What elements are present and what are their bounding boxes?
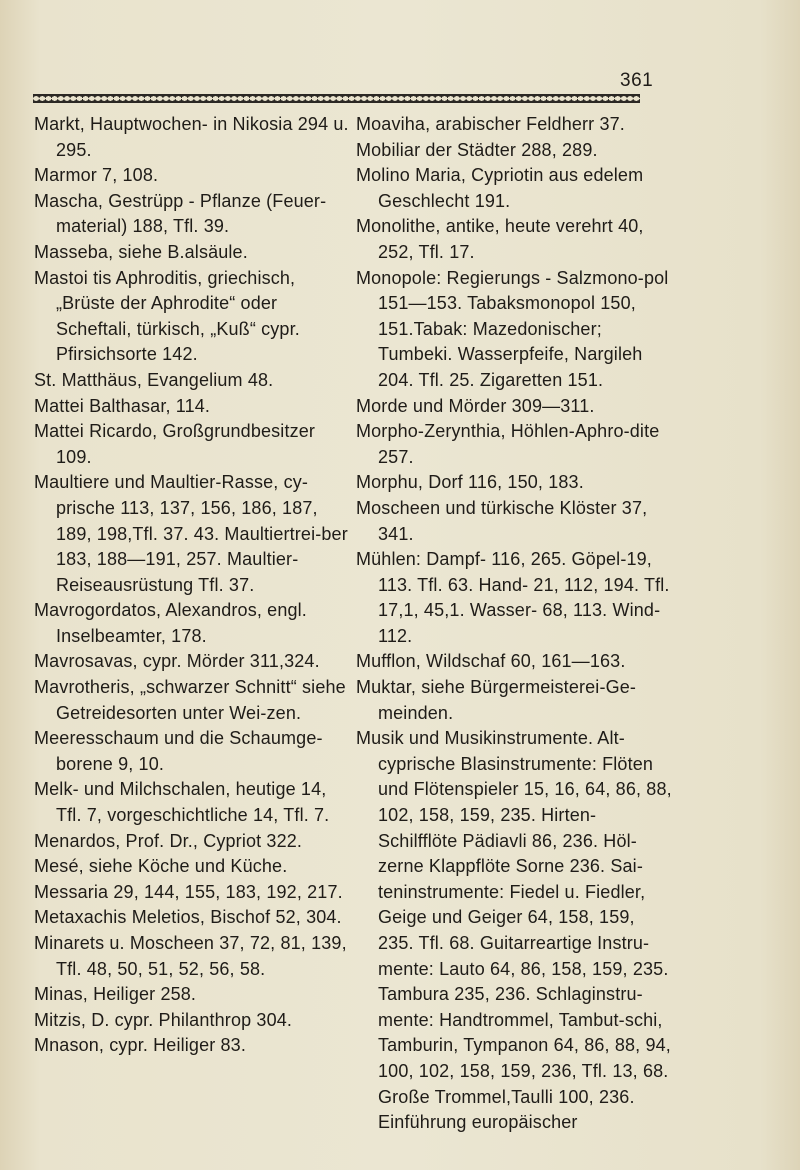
index-entry: Morpho-Zerynthia, Höhlen-Aphro-dite 257. [356,421,660,467]
index-entry: Moaviha, arabischer Feldherr 37. [356,114,625,134]
index-entry: Mascha, Gestrüpp - Pflanze (Feuer-material) 188, Tfl. 39. [34,190,327,237]
index-entry: Mnason, cypr. Heiliger 83. [34,1035,246,1056]
index-entry: Messaria 29, 144, 155, 183, 192, 217. [34,881,343,902]
index-entry: Marmor 7, 108. [34,165,159,186]
index-entry: Menardos, Prof. Dr., Cypriot 322. [34,830,303,851]
index-entry: Masseba, siehe B.alsäule. [34,241,248,262]
page-number: 361 [620,70,654,91]
index-entry: Mufflon, Wildschaf 60, 161—163. [356,651,626,672]
index-entry: Mavrogordatos, Alexandros, engl. Inselbeamter, 178. [34,600,307,646]
index-entry: Mastoi tis Aphroditis, griechisch, „Brüste der Aphrodite“ oder Scheftali, türkisch, „Kuß“ cypr. Pfirsichsorte 142. [34,267,300,365]
index-entry: Monopole: Regierungs - Salzmono-pol 151—153. Tabaksmonopol 150, 151.Tabak: Mazedonischer; Tumbeki. Wasserpfeife, Nargileh 204. Tfl. 25. Zigaretten 151. [356,267,669,390]
index-entry: Mitzis, D. cypr. Philanthrop 304. [34,1009,293,1030]
index-column-left [34,112,352,1059]
index-entry: Mühlen: Dampf- 116, 265. Göpel-19, 113. Tfl. 63. Hand- 21, 112, 194. Tfl. 17,1, 45,1. Wasser- 68, 113. Wind- 112. [356,549,670,646]
index-entry: Melk- und Milchschalen, heutige 14, Tfl. 7, vorgeschichtliche 14, Tfl. 7. [34,779,330,826]
index-entry: Mattei Ricardo, Großgrundbesitzer 109. [34,421,316,467]
index-entry: Monolithe, antike, heute verehrt 40, 252, Tfl. 17. [356,216,644,262]
ornamental-rule [33,94,640,103]
index-entry: Molino Maria, Cypriotin aus edelem Geschlecht 191. [356,165,644,211]
index-entry: Mobiliar der Städter 288, 289. [356,139,598,160]
index-entry: Metaxachis Meletios, Bischof 52, 304. [34,907,342,928]
index-entry: Markt, Hauptwochen- in Nikosia 294 u. 295. [34,114,349,160]
index-entry: Moscheen und türkische Klöster 37, 341. [356,497,648,544]
index-entry: Muktar, siehe Bürgermeisterei-Ge-meinden. [356,677,637,723]
index-entry: Morde und Mörder 309—311. [356,395,595,416]
index-entry: Musik und Musikinstrumente. Alt-cyprische Blasinstrumente: Flöten und Flötenspieler 15, 16, 64, 86, 88, 102, 158, 159, 235. Hirten-Schilfflöte Pädiavli 86, 236. Höl-zerne Klappflöte Sorne 236. Sai-teninstrumente: Fiedel u. Fiedler, Geige und Geiger 64, 158, 159, 235. Tfl. 68. Guitarreartige Instru-mente: Lauto 64, 86, 158, 159, 235. Tambura 235, 236. Schlaginstru-mente: Handtrommel, Tambut-schi, Tamburin, Tympanon 64, 86, 88, 94, 100, 102, 158, 159, 236, Tfl. 13, 68. Große Trommel,Taulli 100, 236. Einführung europäischer [356,728,672,1133]
index-entry: St. Matthäus, Evangelium 48. [34,369,274,390]
index-entry: Mavrotheris, „schwarzer Schnitt“ siehe Getreidesorten unter Wei-zen. [34,677,346,723]
index-column-right [356,112,674,1136]
index-entry: Meeresschaum und die Schaumge-borene 9, 10. [34,728,323,774]
index-entry: Mesé, siehe Köche und Küche. [34,856,288,877]
index-entry: Mavrosavas, cypr. Mörder 311,324. [34,651,320,672]
index-entry: Maultiere und Maultier-Rasse, cy-prische 113, 137, 156, 186, 187, 189, 198,Tfl. 37. 43. Maultiertrei-ber 183, 188—191, 257. Maultier-Reiseausrüstung Tfl. 37. [34,472,348,595]
index-entry: Minarets u. Moscheen 37, 72, 81, 139, Tfl. 48, 50, 51, 52, 56, 58. [34,933,347,979]
index-entry: Minas, Heiliger 258. [34,984,197,1005]
index-entry: Mattei Balthasar, 114. [34,395,211,416]
index-entry: Morphu, Dorf 116, 150, 183. [356,472,584,493]
